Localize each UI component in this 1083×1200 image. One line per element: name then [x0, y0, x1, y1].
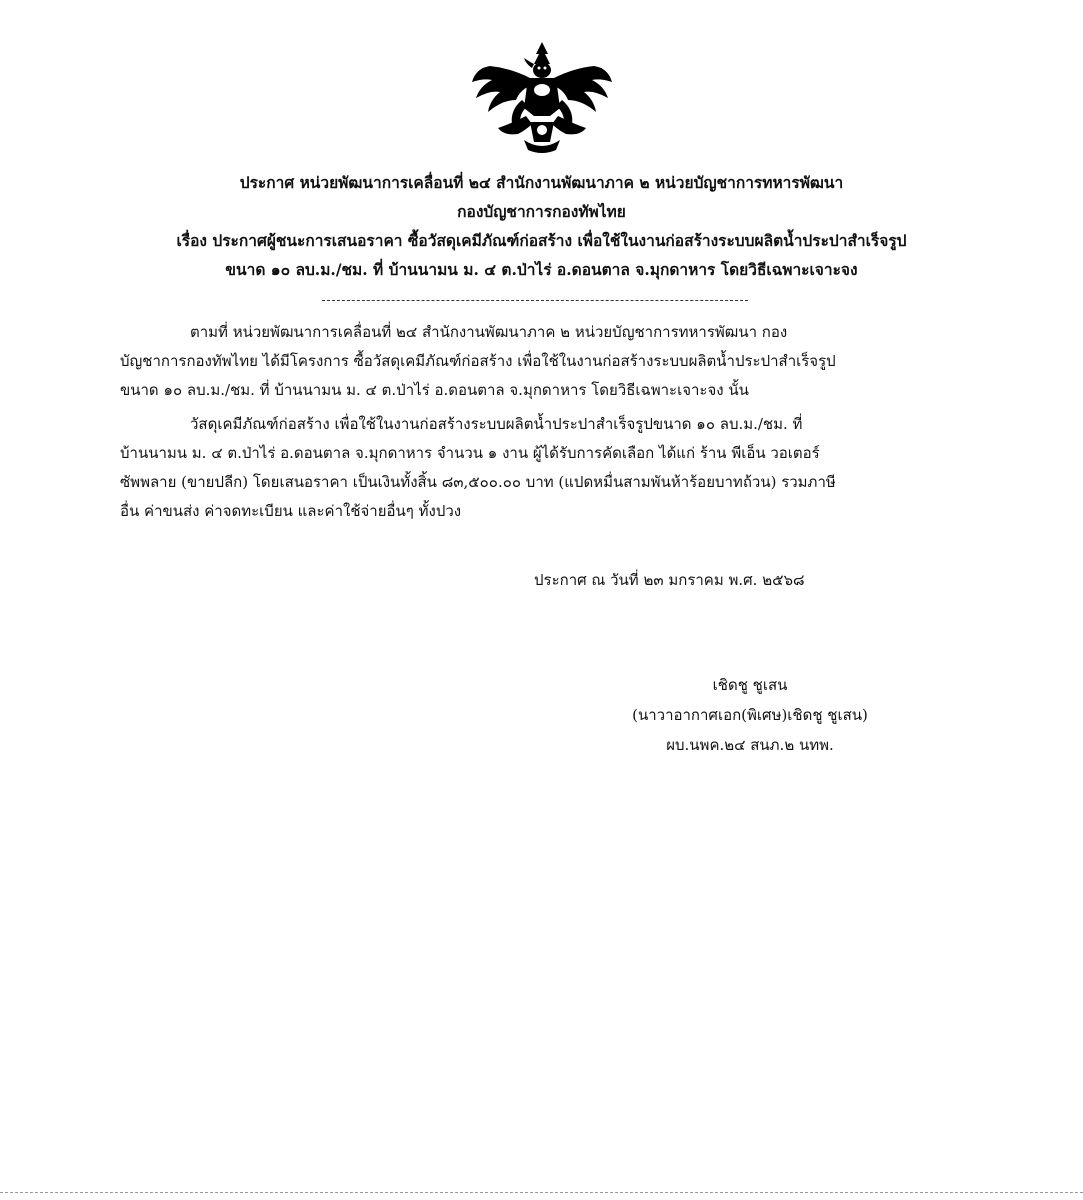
announcement-header [90, 168, 993, 284]
body-paragraph-2 [120, 410, 960, 526]
page-bottom-rule [0, 1192, 1083, 1193]
signature-full-title: (นาวาอากาศเอก(พิเศษ)เชิดชู ชูเสน) [632, 706, 868, 724]
header-title-line-1: ประกาศ หน่วยพัฒนาการเคลื่อนที่ ๒๔ สำนักงานพัฒนาภาค ๒ หน่วยบัญชาการทหารพัฒนา [239, 173, 844, 192]
paragraph-line: บัญชาการกองทัพไทย ได้มีโครงการ ซื้อวัสดุเคมีภัณฑ์ก่อสร้าง เพื่อใช้ในงานก่อสร้างระบบผลิตน้ำประปาสำเร็จรูป [120, 352, 836, 370]
paragraph-line: บ้านนามน ม. ๔ ต.ป่าไร่ อ.ดอนตาล จ.มุกดาหาร จำนวน ๑ งาน ผู้ได้รับการคัดเลือก ได้แก่ ร้าน พีเอ็น วอเตอร์ [120, 444, 820, 462]
signature-name: เชิดชู ชูเสน [712, 676, 788, 694]
paragraph-line: ตามที่ หน่วยพัฒนาการเคลื่อนที่ ๒๔ สำนักงานพัฒนาภาค ๒ หน่วยบัญชาการทหารพัฒนา กอง [190, 323, 788, 341]
announcement-date: ประกาศ ณ วันที่ ๒๓ มกราคม พ.ศ. ๒๕๖๘ [534, 571, 805, 589]
signature-position: ผบ.นพค.๒๔ สนภ.๒ นทพ. [666, 736, 834, 754]
paragraph-line: วัสดุเคมีภัณฑ์ก่อสร้าง เพื่อใช้ในงานก่อสร้างระบบผลิตน้ำประปาสำเร็จรูปขนาด ๑๐ ลบ.ม./ชม. ที่ [190, 415, 803, 433]
header-title-line-2: กองบัญชาการกองทัพไทย [457, 202, 626, 221]
header-divider [322, 300, 748, 301]
paragraph-line: ขนาด ๑๐ ลบ.ม./ชม. ที่ บ้านนามน ม. ๔ ต.ป่าไร่ อ.ดอนตาล จ.มุกดาหาร โดยวิธีเฉพาะเจาะจง นั้น [120, 381, 749, 399]
signature-block [600, 670, 900, 760]
paragraph-line: ซัพพลาย (ขายปลีก) โดยเสนอราคา เป็นเงินทั้งสิ้น ๘๓,๕๐๐.๐๐ บาท (แปดหมื่นสามพันห้าร้อยบาทถ้วน) รวมภาษี [120, 473, 836, 491]
body-paragraph-1 [120, 318, 960, 405]
paragraph-line: อื่น ค่าขนส่ง ค่าจดทะเบียน และค่าใช้จ่ายอื่นๆ ทั้งปวง [120, 502, 462, 520]
garuda-emblem-icon [470, 38, 614, 156]
header-subject-line-1: เรื่อง ประกาศผู้ชนะการเสนอราคา ซื้อวัสดุเคมีภัณฑ์ก่อสร้าง เพื่อใช้ในงานก่อสร้างระบบผลิตน้ำประปาสำเร็จรูป [176, 231, 907, 250]
header-subject-line-2: ขนาด ๑๐ ลบ.ม./ชม. ที่ บ้านนามน ม. ๔ ต.ป่าไร่ อ.ดอนตาล จ.มุกดาหาร โดยวิธีเฉพาะเจาะจง [225, 260, 858, 279]
